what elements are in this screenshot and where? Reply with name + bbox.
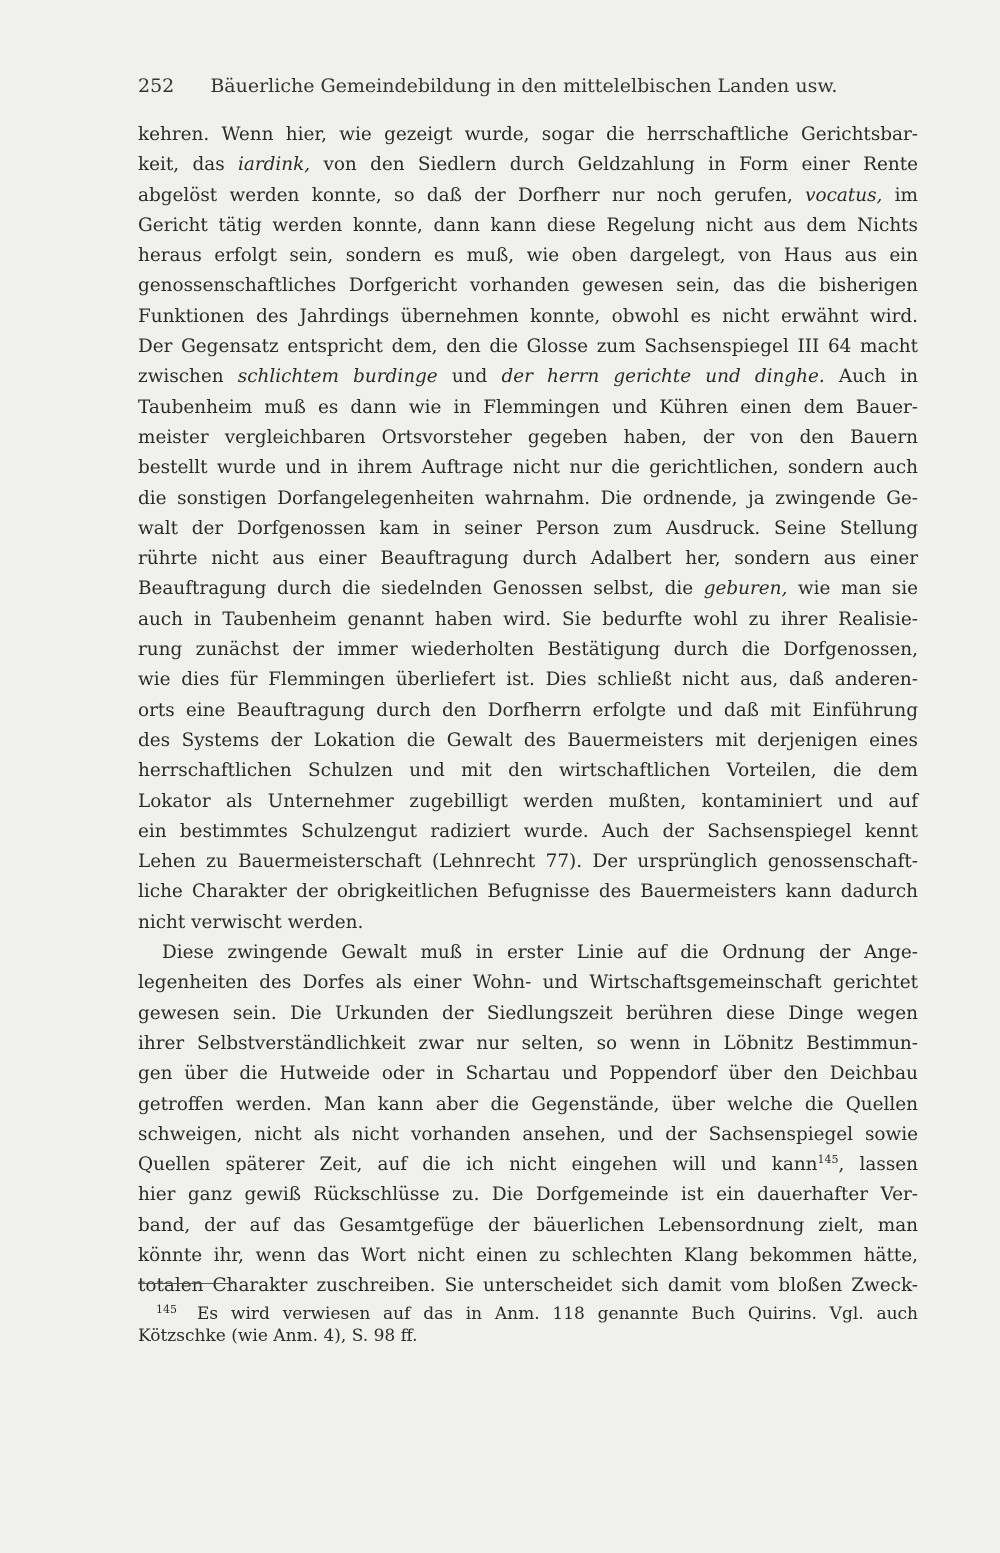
text-run: wie man sie [787, 578, 918, 600]
italic-term: iardink, [237, 154, 311, 176]
text-line [138, 120, 918, 150]
text-run: orts eine Beauftragung durch den Dorfherrn erfolgte und daß mit Einführung [138, 699, 918, 721]
text-run: zwischen [138, 366, 238, 388]
text-run: wie dies für Flemmingen überliefert ist. Dies schließt nicht aus, daß anderen- [138, 669, 918, 691]
footnote-reference: 145 [817, 1153, 839, 1167]
text-line [138, 696, 918, 726]
italic-term: geburen, [703, 578, 788, 600]
text-line [138, 1120, 918, 1150]
text-run: totalen Charakter zuschreiben. Sie unterscheidet sich damit vom bloßen Zweck- [138, 1275, 918, 1297]
text-line [138, 484, 918, 514]
text-run: ein bestimmtes Schulzengut radiziert wurde. Auch der Sachsenspiegel kennt [138, 820, 918, 842]
text-line [138, 211, 918, 241]
footnote-number: 145 [156, 1303, 177, 1316]
text-line [138, 756, 918, 786]
text-run: nicht verwischt werden. [138, 911, 364, 933]
text-line [138, 453, 918, 483]
text-run: Beauftragung durch die siedelnden Genossen selbst, die [138, 578, 704, 600]
text-line [138, 423, 918, 453]
text-line [138, 302, 918, 332]
text-run: band, der auf das Gesamtgefüge der bäuerlichen Lebensordnung zielt, man [138, 1214, 918, 1236]
text-line [138, 726, 918, 756]
text-run: meister vergleichbaren Ortsvorsteher gegeben haben, der von den Bauern [138, 426, 918, 448]
text-line [138, 1241, 918, 1271]
text-line [138, 908, 918, 938]
text-line [138, 393, 918, 423]
running-header [138, 70, 868, 102]
text-run: im [882, 184, 918, 206]
text-run: ihrer Selbstverständlichkeit zwar nur selten, so wenn in Löbnitz Bestimmun- [138, 1032, 918, 1054]
text-run: Quellen späterer Zeit, auf die ich nicht eingehen will und kann [138, 1154, 818, 1176]
text-line [138, 150, 918, 180]
text-run: die sonstigen Dorfangelegenheiten wahrnahm. Die ordnende, ja zwingende Ge- [138, 487, 918, 509]
text-run: Der Gegensatz entspricht dem, den die Glosse zum Sachsenspiegel III 64 macht [138, 336, 918, 358]
text-run: auch in Taubenheim genannt haben wird. Sie bedurfte wohl zu ihrer Realisie- [138, 608, 918, 630]
text-run: bestellt wurde und in ihrem Auftrage nicht nur die gerichtlichen, sondern auch [138, 457, 918, 479]
text-run: Diese zwingende Gewalt muß in erster Linie auf die Ordnung der Ange- [162, 942, 918, 964]
text-run: liche Charakter der obrigkeitlichen Befugnisse des Bauermeisters kann dadurch [138, 881, 918, 903]
text-run: und [437, 366, 502, 388]
text-run: rührte nicht aus einer Beauftragung durch Adalbert her, sondern aus einer [138, 548, 918, 570]
text-run: kehren. Wenn hier, wie gezeigt wurde, sogar die herrschaftliche Gerichtsbar- [138, 124, 918, 145]
text-line [138, 877, 918, 907]
text-run: gen über die Hutweide oder in Schartau und Poppendorf über den Deichbau [138, 1063, 918, 1085]
text-line [138, 787, 918, 817]
text-line [138, 362, 918, 392]
text-run: Lokator als Unternehmer zugebilligt werden mußten, kontaminiert und auf [138, 790, 918, 812]
text-line [138, 574, 918, 604]
footnote-line: Kötzschke (wie Anm. 4), S. 98 ff. [138, 1326, 418, 1346]
text-run: gewesen sein. Die Urkunden der Siedlungszeit berühren diese Dinge wegen [138, 1002, 918, 1024]
text-run: abgelöst werden konnte, so daß der Dorfherr nur noch gerufen, [138, 184, 806, 206]
italic-term: schlichtem burdinge [237, 366, 438, 388]
text-line [138, 332, 918, 362]
text-line [138, 1090, 918, 1120]
text-run: Gericht tätig werden konnte, dann kann diese Regelung nicht aus dem Nichts [138, 214, 918, 236]
text-line [138, 1211, 918, 1241]
text-line [138, 241, 918, 271]
footnote [138, 1296, 918, 1350]
text-run: des Systems der Lokation die Gewalt des Bauermeisters mit derjenigen eines [138, 729, 918, 751]
text-run: , lassen [838, 1154, 918, 1176]
text-run: herrschaftlichen Schulzen und mit den wirtschaftlichen Vorteilen, die dem [138, 760, 918, 782]
text-line [138, 1029, 918, 1059]
text-line [138, 817, 918, 847]
text-line [138, 665, 918, 695]
text-run: schweigen, nicht als nicht vorhanden ansehen, und der Sachsenspiegel sowie [138, 1123, 918, 1145]
text-line [138, 938, 918, 968]
text-line [138, 847, 918, 877]
text-run: heraus erfolgt sein, sondern es muß, wie oben dargelegt, von Haus aus ein [138, 245, 918, 267]
text-line [138, 271, 918, 301]
text-run: Funktionen des Jahrdings übernehmen konnte, obwohl es nicht erwähnt wird. [138, 305, 918, 327]
text-run: könnte ihr, wenn das Wort nicht einen zu schlechten Klang bekommen hätte, [138, 1244, 918, 1266]
text-run: keit, das [138, 154, 238, 176]
text-line [138, 1180, 918, 1210]
text-line [138, 968, 918, 998]
running-title: Bäuerliche Gemeindebildung in den mittelelbischen Landen usw. [210, 75, 838, 97]
main-text [138, 120, 918, 1302]
page-number: 252 [138, 75, 175, 97]
text-run: hier ganz gewiß Rückschlüsse zu. Die Dorfgemeinde ist ein dauerhafter Ver- [138, 1184, 918, 1206]
text-run: walt der Dorfgenossen kam in seiner Person zum Ausdruck. Seine Stellung [138, 517, 918, 539]
text-line [138, 605, 918, 635]
text-line [138, 1150, 918, 1180]
text-run: genossenschaftliches Dorfgericht vorhanden gewesen sein, das die bisherigen [138, 275, 918, 297]
text-run: von den Siedlern durch Geldzahlung in Form einer Rente [310, 154, 918, 176]
italic-term: der herrn gerichte und dinghe. [501, 366, 825, 388]
text-run: legenheiten des Dorfes als einer Wohn- und Wirtschaftsgemeinschaft gerichtet [138, 972, 918, 994]
text-line [138, 514, 918, 544]
text-run: Taubenheim muß es dann wie in Flemmingen und Kühren einen dem Bauer- [138, 396, 918, 418]
text-run: Lehen zu Bauermeisterschaft (Lehnrecht 77). Der ursprünglich genossenschaft- [138, 851, 918, 873]
footnote-divider [138, 1283, 233, 1284]
text-line [138, 999, 918, 1029]
text-line [138, 1059, 918, 1089]
text-run: rung zunächst der immer wiederholten Bestätigung durch die Dorfgenossen, [138, 639, 918, 661]
italic-term: vocatus, [805, 184, 883, 206]
text-line [138, 181, 918, 211]
footnote-text-1: Es wird verwiesen auf das in Anm. 118 genannte Buch Quirins. Vgl. auch [197, 1304, 918, 1324]
text-run: Auch in [824, 366, 919, 388]
text-line [138, 544, 918, 574]
text-line [138, 635, 918, 665]
text-run: getroffen werden. Man kann aber die Gegenstände, über welche die Quellen [138, 1093, 918, 1115]
footnote-line [138, 1296, 918, 1323]
